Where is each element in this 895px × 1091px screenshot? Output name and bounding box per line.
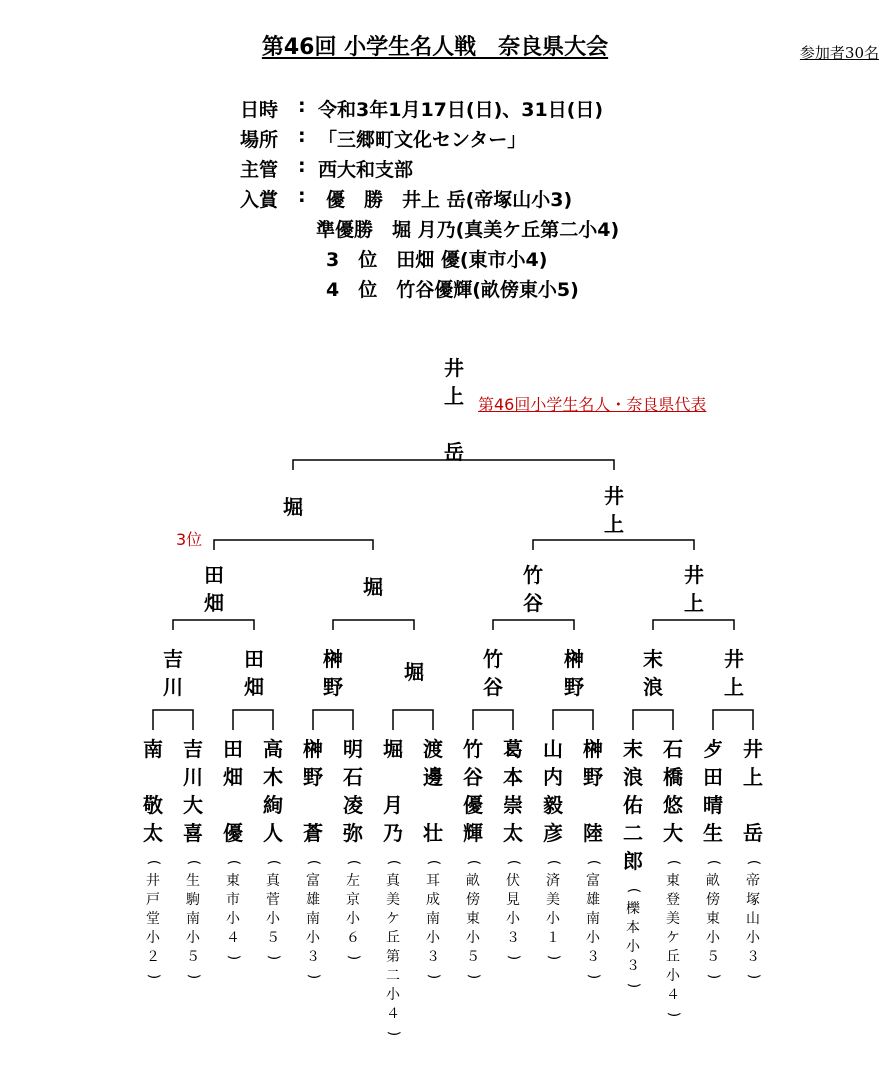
quarter-6: 榊 野 xyxy=(564,647,584,699)
player-7 xyxy=(378,735,408,1043)
player-school-char: 小 xyxy=(346,911,360,927)
player-school-char: ５ xyxy=(466,949,480,965)
player-school-char: 東 xyxy=(226,873,240,889)
player-school-char: 小 xyxy=(146,930,160,946)
player-school xyxy=(498,853,528,967)
player-school-char: 京 xyxy=(346,892,360,908)
player-school-char: 美 xyxy=(546,892,560,908)
player-school-char: 南 xyxy=(586,911,600,927)
quarter-2: 田 畑 xyxy=(244,647,264,699)
player-name-char: 橋 xyxy=(663,765,683,789)
player-8 xyxy=(418,735,448,986)
player-school xyxy=(218,853,248,967)
paren-close: ) xyxy=(465,973,482,980)
player-name-char: 明 xyxy=(343,737,363,761)
player-school-char: 小 xyxy=(506,911,520,927)
player-school-char: 丘 xyxy=(386,930,400,946)
player-name-char: 邊 xyxy=(423,765,443,789)
player-name-char: 川 xyxy=(183,765,203,789)
player-name-char: 乃 xyxy=(383,821,403,845)
paren-close: ) xyxy=(185,973,202,980)
player-school-char: 真 xyxy=(266,873,280,889)
player-name-char: 末 xyxy=(623,737,643,761)
player-school-char: 富 xyxy=(586,873,600,889)
player-name-char xyxy=(298,791,328,819)
player-school-char: 小 xyxy=(626,939,640,955)
player-school-char: 耳 xyxy=(426,873,440,889)
player-name-char: 井 xyxy=(743,737,763,761)
player-school-char: 小 xyxy=(266,911,280,927)
paren-close: ) xyxy=(705,973,722,980)
player-name-char: 谷 xyxy=(463,765,483,789)
final-right: 井 上 xyxy=(604,484,624,536)
player-school-char: 伏 xyxy=(506,873,520,889)
player-name-char: 木 xyxy=(263,765,283,789)
player-school-char: ３ xyxy=(626,958,640,974)
player-school-char: 駒 xyxy=(186,892,200,908)
player-name-char: 本 xyxy=(503,765,523,789)
organizer-label: 主管 xyxy=(240,159,279,181)
paren-open: ( xyxy=(185,859,202,866)
player-school-char: ３ xyxy=(586,949,600,965)
player-name-char: 晴 xyxy=(703,793,723,817)
player-school-char: 帝 xyxy=(746,873,760,889)
player-15 xyxy=(698,735,728,986)
paren-close: ) xyxy=(345,954,362,961)
paren-open: ( xyxy=(625,887,642,894)
player-2 xyxy=(178,735,208,986)
player-name-char: 毅 xyxy=(543,793,563,817)
participant-count: 参加者30名 xyxy=(799,44,879,62)
final-left: 堀 xyxy=(283,495,303,519)
paren-open: ( xyxy=(225,859,242,866)
player-name-char: 堀 xyxy=(383,737,403,761)
paren-close: ) xyxy=(545,954,562,961)
player-school-char: 雄 xyxy=(306,892,320,908)
player-school-char: 堂 xyxy=(146,911,160,927)
player-name-char: 野 xyxy=(303,765,323,789)
player-5 xyxy=(298,735,328,986)
player-name-char: 田 xyxy=(223,737,243,761)
paren-close: ) xyxy=(225,954,242,961)
player-school xyxy=(618,881,648,995)
player-name-char: 岳 xyxy=(743,821,763,845)
paren-open: ( xyxy=(425,859,442,866)
player-school-char: 南 xyxy=(426,911,440,927)
player-school-char: 成 xyxy=(426,892,440,908)
player-school xyxy=(258,853,288,967)
player-school-char: 富 xyxy=(306,873,320,889)
paren-open: ( xyxy=(665,859,682,866)
paren-open: ( xyxy=(385,859,402,866)
player-school xyxy=(378,853,408,1043)
player-school-char: ５ xyxy=(186,949,200,965)
paren-close: ) xyxy=(305,973,322,980)
player-12 xyxy=(578,735,608,986)
player-name-char: 太 xyxy=(503,821,523,845)
paren-open: ( xyxy=(705,859,722,866)
player-school xyxy=(698,853,728,986)
player-school xyxy=(178,853,208,986)
player-school-char: 畝 xyxy=(706,873,720,889)
player-school-char: 美 xyxy=(386,892,400,908)
player-name-char: 蒼 xyxy=(303,821,323,845)
prize-fourth: 4 位 竹谷優輝(畝傍東小5) xyxy=(326,279,579,301)
player-school-char: 市 xyxy=(226,892,240,908)
player-name-char: 浪 xyxy=(623,765,643,789)
player-name-char: 彦 xyxy=(543,821,563,845)
paren-close: ) xyxy=(745,973,762,980)
paren-open: ( xyxy=(345,859,362,866)
player-school-char: ３ xyxy=(426,949,440,965)
player-school-char: 東 xyxy=(466,911,480,927)
paren-close: ) xyxy=(425,973,442,980)
player-school xyxy=(418,853,448,986)
prize-winner: 優 勝 井上 岳(帝塚山小3) xyxy=(326,189,573,211)
player-school-char: 丘 xyxy=(666,949,680,965)
player-name-char: 山 xyxy=(543,737,563,761)
player-school-char: 済 xyxy=(546,873,560,889)
player-name-char: 吉 xyxy=(183,737,203,761)
quarter-8: 井 上 xyxy=(724,647,744,699)
semi-1: 田 畑 xyxy=(204,563,224,615)
player-10 xyxy=(498,735,528,967)
player-school-char: １ xyxy=(546,930,560,946)
date-label: 日時 xyxy=(240,99,279,121)
player-school xyxy=(538,853,568,967)
paren-open: ( xyxy=(465,859,482,866)
player-4 xyxy=(258,735,288,967)
player-school xyxy=(298,853,328,986)
player-school-char: 雄 xyxy=(586,892,600,908)
champion-name: 井 上 岳 xyxy=(444,356,464,464)
player-school xyxy=(458,853,488,986)
player-school-char: 小 xyxy=(586,930,600,946)
player-11 xyxy=(538,735,568,967)
player-school-char: 東 xyxy=(666,873,680,889)
paren-open: ( xyxy=(545,859,562,866)
player-name-char xyxy=(738,791,768,819)
player-name-char xyxy=(138,763,168,791)
player-name-char xyxy=(218,791,248,819)
paren-close: ) xyxy=(265,954,282,961)
paren-open: ( xyxy=(265,859,282,866)
third-place-note: 3位 xyxy=(176,530,203,549)
player-name-char xyxy=(418,791,448,819)
player-name-char: 高 xyxy=(263,737,283,761)
player-name-char: 太 xyxy=(143,821,163,845)
player-13 xyxy=(618,735,648,995)
player-school-char: 小 xyxy=(466,930,480,946)
paren-close: ) xyxy=(505,954,522,961)
paren-open: ( xyxy=(505,859,522,866)
player-name-char: 凌 xyxy=(343,793,363,817)
player-school-char: 東 xyxy=(706,911,720,927)
player-name-char: 石 xyxy=(663,737,683,761)
player-name-char: 優 xyxy=(463,793,483,817)
player-school-char: 二 xyxy=(386,968,400,984)
player-school-char: 傍 xyxy=(466,892,480,908)
player-name-char: 榊 xyxy=(303,737,323,761)
player-school-char: 井 xyxy=(146,873,160,889)
player-school-char: 小 xyxy=(426,930,440,946)
player-name-char: 渡 xyxy=(423,737,443,761)
player-school-char: 櫟 xyxy=(626,901,640,917)
player-school-char: 小 xyxy=(706,930,720,946)
quarter-4: 堀 xyxy=(404,660,424,684)
player-school-char: ５ xyxy=(266,930,280,946)
player-school-char: ３ xyxy=(506,930,520,946)
player-name-char: 内 xyxy=(543,765,563,789)
player-school-char: 南 xyxy=(306,911,320,927)
player-1 xyxy=(138,735,168,986)
quarter-3: 榊 野 xyxy=(323,647,343,699)
player-school-char: 畝 xyxy=(466,873,480,889)
player-school xyxy=(338,853,368,967)
player-name-char: 大 xyxy=(663,821,683,845)
player-name-char: 大 xyxy=(183,793,203,817)
player-school-char: 見 xyxy=(506,892,520,908)
player-name-char: 陸 xyxy=(583,821,603,845)
player-school-char: 小 xyxy=(546,911,560,927)
player-name-char: 優 xyxy=(223,821,243,845)
player-school-char: 生 xyxy=(186,873,200,889)
player-school-char: 戸 xyxy=(146,892,160,908)
player-school-char: 菅 xyxy=(266,892,280,908)
player-school-char: ６ xyxy=(346,930,360,946)
player-name-char: 石 xyxy=(343,765,363,789)
paren-open: ( xyxy=(145,859,162,866)
paren-close: ) xyxy=(625,982,642,989)
player-school-char: 小 xyxy=(186,930,200,946)
player-name-char: 生 xyxy=(703,821,723,845)
player-school-char: 小 xyxy=(746,930,760,946)
player-school-char: ３ xyxy=(746,949,760,965)
prize-runner-up: 準優勝 堀 月乃(真美ケ丘第二小4) xyxy=(316,219,620,241)
player-school-char: 第 xyxy=(386,949,400,965)
player-name-char: 郎 xyxy=(623,849,643,873)
champion-note: 第46回小学生名人・奈良県代表 xyxy=(478,395,707,414)
player-school-char: ２ xyxy=(146,949,160,965)
player-school-char: ケ xyxy=(666,930,680,946)
prize-label: 入賞 xyxy=(240,189,279,211)
paren-close: ) xyxy=(585,973,602,980)
semi-4: 井 上 xyxy=(684,563,704,615)
player-name-char: 南 xyxy=(143,737,163,761)
place-value: 「三郷町文化センター」 xyxy=(318,129,527,151)
player-school-char: 山 xyxy=(746,911,760,927)
player-name-char: 人 xyxy=(263,821,283,845)
player-name-char: 敬 xyxy=(143,793,163,817)
player-3 xyxy=(218,735,248,967)
player-school-char: 真 xyxy=(386,873,400,889)
player-school-char: 小 xyxy=(306,930,320,946)
player-name-char: 二 xyxy=(623,821,643,845)
player-14 xyxy=(658,735,688,1024)
player-name-char: 葛 xyxy=(503,737,523,761)
player-name-char: 佑 xyxy=(623,793,643,817)
quarter-5: 竹 谷 xyxy=(483,647,503,699)
player-school-char: 左 xyxy=(346,873,360,889)
player-name-char: 榊 xyxy=(583,737,603,761)
player-name-char: 輝 xyxy=(463,821,483,845)
player-school-char: ３ xyxy=(306,949,320,965)
player-name-char xyxy=(578,791,608,819)
quarter-7: 末 浪 xyxy=(643,647,663,699)
organizer-value: 西大和支部 xyxy=(318,159,414,181)
player-school xyxy=(138,853,168,986)
player-name-char: 上 xyxy=(743,765,763,789)
player-school-char: 南 xyxy=(186,911,200,927)
player-name-char: 野 xyxy=(583,765,603,789)
player-school-char: ４ xyxy=(226,930,240,946)
player-name-char: 田 xyxy=(703,765,723,789)
paren-open: ( xyxy=(585,859,602,866)
paren-open: ( xyxy=(745,859,762,866)
player-school-char: 小 xyxy=(386,987,400,1003)
player-school-char: 小 xyxy=(666,968,680,984)
player-name-char: 絢 xyxy=(263,793,283,817)
player-school-char: ４ xyxy=(666,987,680,1003)
paren-close: ) xyxy=(385,1030,402,1037)
prize-third: 3 位 田畑 優(東市小4) xyxy=(326,249,548,271)
date-value: 令和3年1月17日(日)、31日(日) xyxy=(318,99,604,121)
player-school xyxy=(658,853,688,1024)
player-school-char: 登 xyxy=(666,892,680,908)
player-name-char: 月 xyxy=(383,793,403,817)
player-school-char: 美 xyxy=(666,911,680,927)
player-6 xyxy=(338,735,368,967)
player-16 xyxy=(738,735,768,986)
player-name-char: 竹 xyxy=(463,737,483,761)
paren-close: ) xyxy=(665,1011,682,1018)
player-9 xyxy=(458,735,488,986)
player-name-char: 弥 xyxy=(343,821,363,845)
semi-2: 堀 xyxy=(363,575,383,599)
paren-open: ( xyxy=(305,859,322,866)
player-school-char: ５ xyxy=(706,949,720,965)
player-name-char: 歺 xyxy=(703,737,723,761)
player-name-char: 壮 xyxy=(423,821,443,845)
player-school-char: ４ xyxy=(386,1006,400,1022)
player-name-char xyxy=(378,763,408,791)
player-school-char: 傍 xyxy=(706,892,720,908)
quarter-1: 吉 川 xyxy=(163,647,183,699)
player-school xyxy=(738,853,768,986)
player-name-char: 畑 xyxy=(223,765,243,789)
paren-close: ) xyxy=(145,973,162,980)
player-school-char: 小 xyxy=(226,911,240,927)
player-name-char: 喜 xyxy=(183,821,203,845)
player-name-char: 崇 xyxy=(503,793,523,817)
page-title: 第46回 小学生名人戦 奈良県大会 xyxy=(261,35,609,60)
player-school-char: 塚 xyxy=(746,892,760,908)
player-name-char: 悠 xyxy=(663,793,683,817)
player-school-char: ケ xyxy=(386,911,400,927)
player-school-char: 本 xyxy=(626,920,640,936)
player-school xyxy=(578,853,608,986)
place-label: 場所 xyxy=(240,129,279,151)
semi-3: 竹 谷 xyxy=(523,563,543,615)
